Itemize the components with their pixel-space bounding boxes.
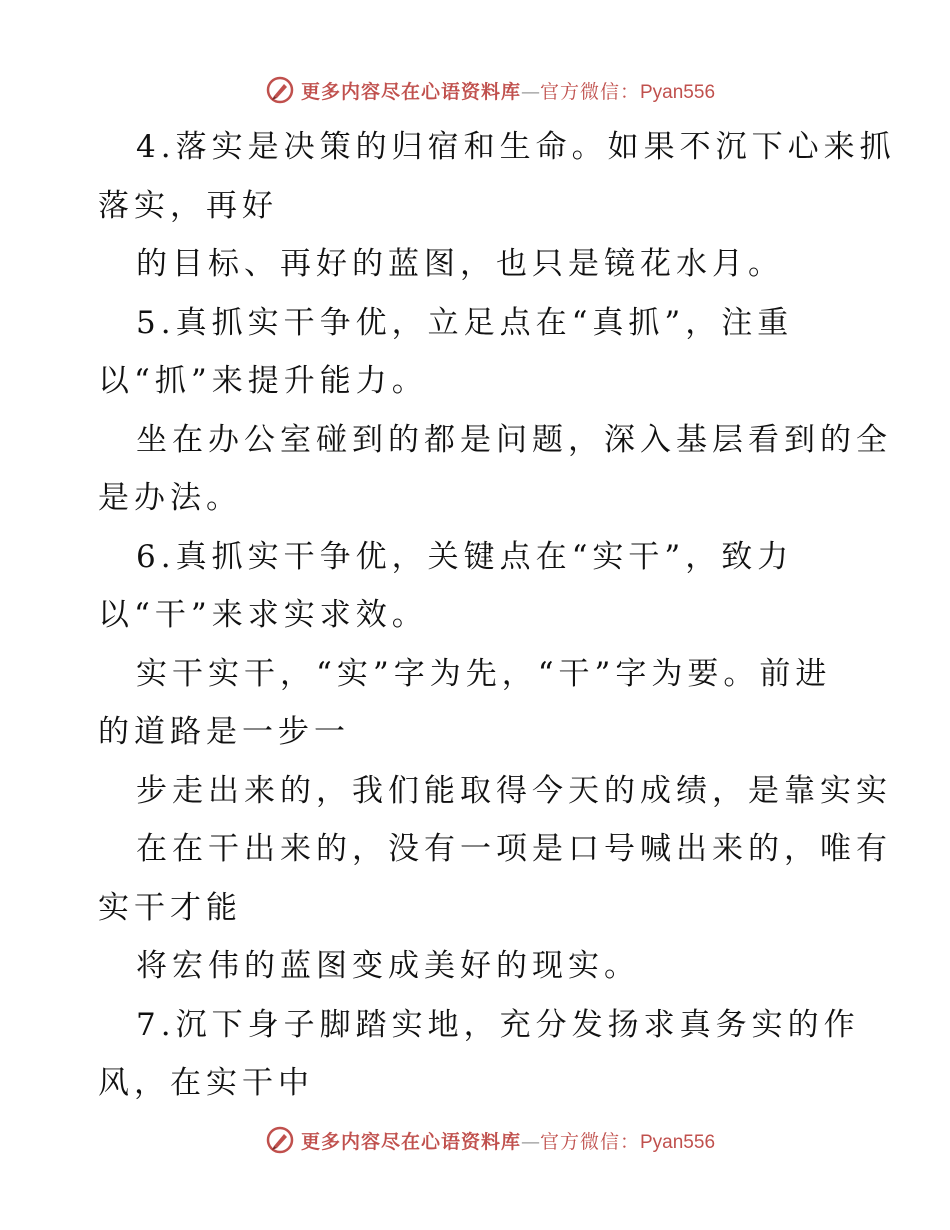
text-line: 以“干”来求实求效。 [98,597,428,633]
text-line: 的目标、再好的蓝图，也只是镜花水月。 [136,246,784,282]
text-line: 将宏伟的蓝图变成美好的现实。 [136,948,640,984]
text-line: 6.真抓实干争优，关键点在“实干”，致力 [136,538,794,575]
banner-account: Pyan556 [640,1131,716,1153]
banner-official-label: 官方微信： [539,1130,640,1153]
text-line: 风，在实干中 [98,1065,314,1101]
document-body [98,118,896,1113]
text-line: 在在干出来的，没有一项是口号喊出来的，唯有 [136,831,892,867]
banner-separator: — [520,1130,540,1153]
text-line: 是办法。 [98,480,242,516]
text-line: 坐在办公室碰到的都是问题，深入基层看到的全 [136,421,892,458]
text-line: 以“抓”来提升能力。 [98,363,428,399]
text-line: 实干才能 [98,889,242,926]
text-line: 实干实干，“实”字为先，“干”字为要。前进 [136,655,832,692]
footer-banner [0,1120,950,1160]
text-line: 步走出来的，我们能取得今天的成绩，是靠实实 [136,772,892,809]
banner-account: Pyan556 [640,81,716,103]
text-line: 5.真抓实干争优，立足点在“真抓”，注重 [136,304,794,341]
banner-separator: — [520,80,540,103]
banner-official-label: 官方微信： [539,80,640,103]
banner-caption [301,1127,715,1154]
text-line: 的道路是一步一 [98,714,350,750]
banner-caption [301,77,715,104]
banner-main-text: 更多内容尽在心语资料库 [300,1130,521,1153]
text-line: 落实，再好 [98,187,278,224]
text-line: 7.沉下身子脚踏实地，充分发扬求真务实的作 [136,1006,860,1043]
header-banner [0,70,950,110]
text-line: 4.落实是决策的归宿和生命。如果不沉下心来抓 [136,129,896,165]
pen-logo-icon [265,1125,295,1155]
banner-main-text: 更多内容尽在心语资料库 [300,80,521,103]
pen-logo-icon [265,75,295,105]
